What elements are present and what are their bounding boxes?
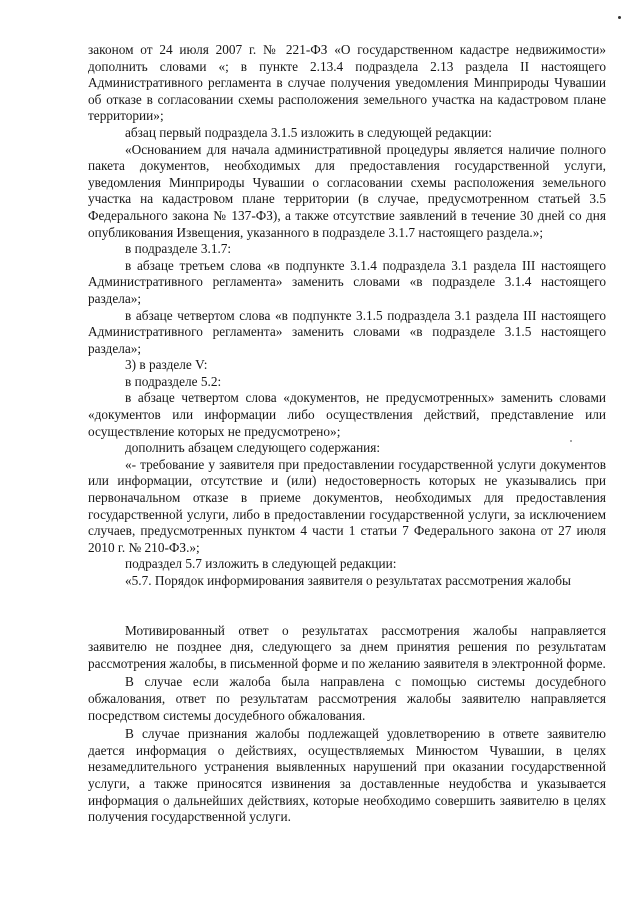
paragraph-amendment: подраздел 5.7 изложить в следующей редакции: bbox=[125, 556, 397, 572]
paragraph-continuation: законом от 24 июля 2007 г. № 221-ФЗ «О государственном кадастре недвижимости» дополнить словами «; в пункте 2.13.4 подраздела 2.13 раздела II настоящего Административного регламента в случае получения уведомления Минприроды Чувашии об отказе в согласовании схемы расположения земельного участка на кадастровом плане территории»; bbox=[88, 42, 606, 124]
paragraph-subsection: в подразделе 3.1.7: bbox=[125, 241, 232, 257]
paragraph-amendment: в абзаце третьем слова «в подпункте 3.1.4 подраздела 3.1 раздела III настоящего Административного регламента» заменить словами «в подразделе 3.1.4 настоящего раздела»; bbox=[88, 257, 606, 306]
paragraph-heading-quote: «5.7. Порядок информирования заявителя о результатах рассмотрения жалобы bbox=[125, 573, 571, 588]
spacer bbox=[88, 590, 606, 623]
scan-speck bbox=[618, 16, 621, 19]
paragraph-body: В случае если жалоба была направлена с помощью системы досудебного обжалования, ответ по результатам рассмотрения жалобы заявителю направляется посредством системы досудебного обжалования. bbox=[88, 674, 606, 723]
paragraph-amendment: дополнить абзацем следующего содержания: bbox=[125, 440, 381, 456]
paragraph-amendment: в абзаце четвертом слова «в подпункте 3.1.5 подраздела 3.1 раздела III настоящего Административного регламента» заменить словами «в подразделе 3.1.5 настоящего раздела»; bbox=[88, 307, 606, 356]
paragraph-section: 3) в разделе V: bbox=[125, 357, 208, 373]
paragraph-subsection: в подразделе 5.2: bbox=[125, 373, 222, 389]
paragraph-body: Мотивированный ответ о результатах рассмотрения жалобы направляется заявителю не позднее дня, следующего за днем принятия решения по результатам рассмотрения жалобы, в письменной форме и по желанию заявителя в электронной форме. bbox=[88, 622, 606, 671]
paragraph-quoted: «Основанием для начала административной процедуры является наличие полного пакета документов, необходимых для предоставления государственной услуги, уведомления Минприроды Чувашии о согласовании схемы расположения земельного участка на кадастровом плане территории (в случае, предусмотренном статьей 3.5 Федерального закона № 137-ФЗ), а также отсутствие заявлений в течение 30 дней со дня опубликования Извещения, указанного в подразделе 3.1.7 настоящего раздела.»; bbox=[88, 141, 606, 240]
paragraph-body: В случае признания жалобы подлежащей удовлетворению в ответе заявителю дается информация о действиях, осуществляемых Минюстом Чувашии, в целях незамедлительного устранения выявленных нарушений при оказании государственной услуги, а также приносятся извинения за доставленные неудобства и указывается информация о дальнейших действиях, которые необходимо совершить заявителю в целях получения государственной услуги. bbox=[88, 726, 606, 825]
paragraph-amendment: в абзаце четвертом слова «документов, не предусмотренных» заменить словами «документов или информации либо осуществления действий, представление или осуществление которых не предусмотрено»; bbox=[88, 390, 606, 439]
paragraph-quoted: «- требование у заявителя при предоставлении государственной услуги документов или информации, отсутствие и (или) недостоверность которых не указывались при первоначальном отказе в приеме документов, необходимых для предоставления государственной услуги, либо в предоставлении государственной услуги, за исключением случаев, предусмотренных пунктом 4 части 1 статьи 7 Федерального закона от 27 июля 2010 г. № 210-ФЗ.»; bbox=[88, 456, 606, 555]
paragraph-amendment: абзац первый подраздела 3.1.5 изложить в следующей редакции: bbox=[125, 124, 492, 140]
scan-speck bbox=[570, 440, 572, 442]
